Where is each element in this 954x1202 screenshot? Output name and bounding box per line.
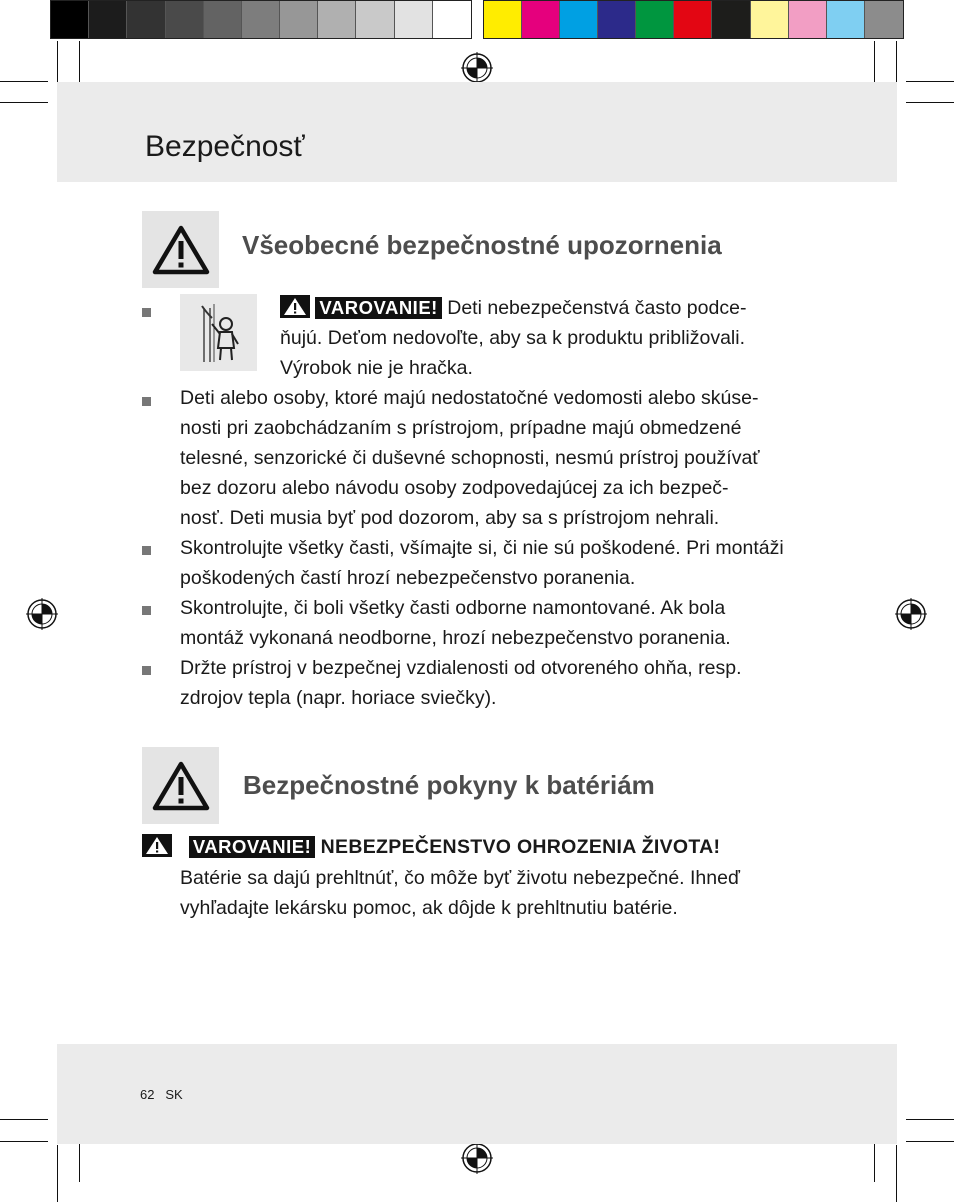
color-swatch [204,1,242,38]
color-swatch [242,1,280,38]
color-swatch [522,1,560,38]
bullet [142,308,151,317]
color-swatch [751,1,789,38]
page-title: Bezpečnosť [145,130,305,163]
color-swatch [433,1,471,38]
registration-mark-icon [26,598,58,630]
list-item: Skontrolujte, či boli všetky časti odborne namontované. Ak bola montáž vykonaná neodborne, hrozí nebezpečenstvo poranenia. [180,597,731,649]
child-warning-icon [180,294,257,371]
warning-title: NEBEZPEČENSTVO OHROZENIA ŽIVOTA! [320,836,721,858]
warning-badge-icon [280,295,310,318]
language-code: SK [165,1087,183,1102]
color-swatch [712,1,750,38]
color-swatch [127,1,165,38]
process-color-bar [483,0,904,39]
registration-mark-icon [895,598,927,630]
battery-warning-title [142,832,842,862]
section-heading-batteries: Bezpečnostné pokyny k batériám [243,770,655,800]
warning-text-line: Výrobok nie je hračka. [280,357,473,379]
list-item: Deti alebo osoby, ktoré majú nedostatočné vedomosti alebo skúse- nosti pri zaobchádzaním s prístrojom, prípadne majú obmedzené telesné, senzorické či duševné schopnosti, nesmú prístroj používať bez dozoru alebo návodu osoby zodpovedajúcej za ich bezpeč- nosť. Deti musia byť pod dozorom, aby sa s prístrojom nehrali. [180,387,760,529]
warning-text-line: ňujú. Deťom nedovoľte, aby sa k produktu približovali. [280,327,746,349]
registration-mark-icon [461,1142,493,1174]
bullet [142,546,151,555]
child-warning-text [280,293,840,383]
color-swatch [51,1,89,38]
color-swatch [827,1,865,38]
warning-triangle-icon [142,747,219,824]
footer-panel [57,1044,897,1144]
page-footer [140,1087,183,1102]
color-swatch [280,1,318,38]
bullet [142,397,151,406]
warning-triangle-icon [142,211,219,288]
color-swatch [674,1,712,38]
color-swatch [356,1,394,38]
warning-text-line: Deti nebezpečenstvá často podce- [447,297,747,319]
color-swatch [318,1,356,38]
battery-warning-text: Batérie sa dajú prehltnúť, čo môže byť životu nebezpečné. Ihneď vyhľadajte lekársku pomoc, ak dôjde k prehltnutiu batérie. [180,867,740,919]
registration-mark-icon [461,52,493,84]
warning-badge-icon [142,834,172,857]
bullet [142,606,151,615]
bullet [142,666,151,675]
color-swatch [636,1,674,38]
color-swatch [166,1,204,38]
list-item: Skontrolujte všetky časti, všímajte si, či nie sú poškodené. Pri montáži poškodených častí hrozí nebezpečenstvo poranenia. [180,537,784,589]
color-swatch [865,1,903,38]
page-number: 62 [140,1087,155,1102]
color-swatch [89,1,127,38]
warning-badge-label: VAROVANIE! [189,836,315,858]
gray-color-bar [50,0,472,39]
color-swatch [560,1,598,38]
color-swatch [484,1,522,38]
color-swatch [789,1,827,38]
warning-badge-label: VAROVANIE! [315,297,441,319]
section-heading-general: Všeobecné bezpečnostné upozornenia [242,230,722,260]
color-swatch [598,1,636,38]
list-item: Držte prístroj v bezpečnej vzdialenosti od otvoreného ohňa, resp. zdrojov tepla (napr. horiace sviečky). [180,657,742,709]
color-swatch [395,1,433,38]
